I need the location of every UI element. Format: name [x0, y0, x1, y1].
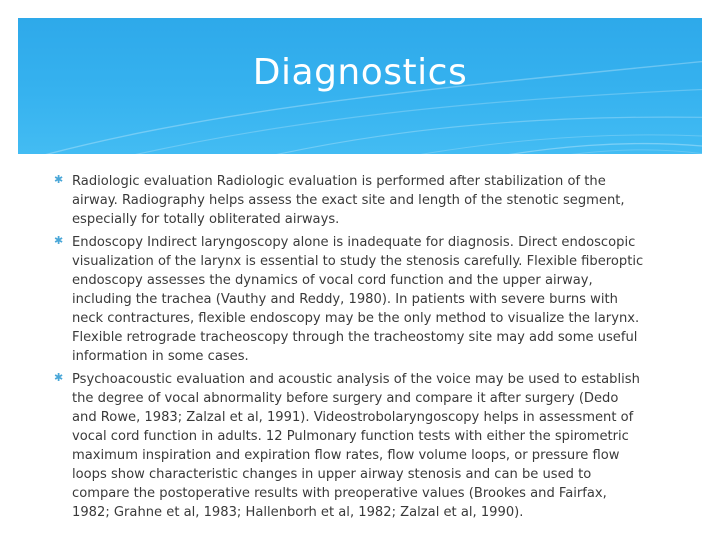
bullet-item-endoscopy	[54, 233, 644, 366]
asterisk-bullet-icon: ✱	[54, 173, 64, 186]
bullet-list	[54, 172, 644, 526]
slide-title: Diagnostics	[252, 52, 468, 93]
asterisk-bullet-icon: ✱	[54, 234, 64, 247]
bullet-item-radiologic	[54, 172, 644, 229]
bullet-text: Psychoacoustic evaluation and acoustic analysis of the voice may be used to establish the degree of vocal abnormality before surgery and compare it after surgery (Dedo and Rowe, 1983; Zalzal et al, 1991). Videostrobolaryngoscopy helps in assessment of vocal cord function in adults. 12 Pulmonary function tests with either the spirometric maximum inspiration and expiration flow rates, flow volume loops, or pressure flow loops show characteristic changes in upper airway stenosis and can be used to compare the postoperative results with preoperative values (Brookes and Fairfax, 1982; Grahne et al, 1983; Hallenborh et al, 1982; Zalzal et al, 1990).	[72, 372, 640, 520]
bullet-text: Endoscopy Indirect laryngoscopy alone is inadequate for diagnosis. Direct endoscopic visualization of the larynx is essential to study the stenosis carefully. Flexible fiberoptic endoscopy assesses the dynamics of vocal cord function and the upper airway, including the trachea (Vauthy and Reddy, 1980). In patients with severe burns with neck contractures, flexible endoscopy may be the only method to visualize the larynx. Flexible retrograde tracheoscopy through the tracheostomy site may add some useful information in some cases.	[72, 235, 644, 364]
bullet-item-psychoacoustic	[54, 370, 644, 522]
bullet-text: Radiologic evaluation Radiologic evaluation is performed after stabilization of the airway. Radiography helps assess the exact site and length of the stenotic segment, especially for totally obliterated airways.	[72, 174, 625, 227]
asterisk-bullet-icon: ✱	[54, 371, 64, 384]
